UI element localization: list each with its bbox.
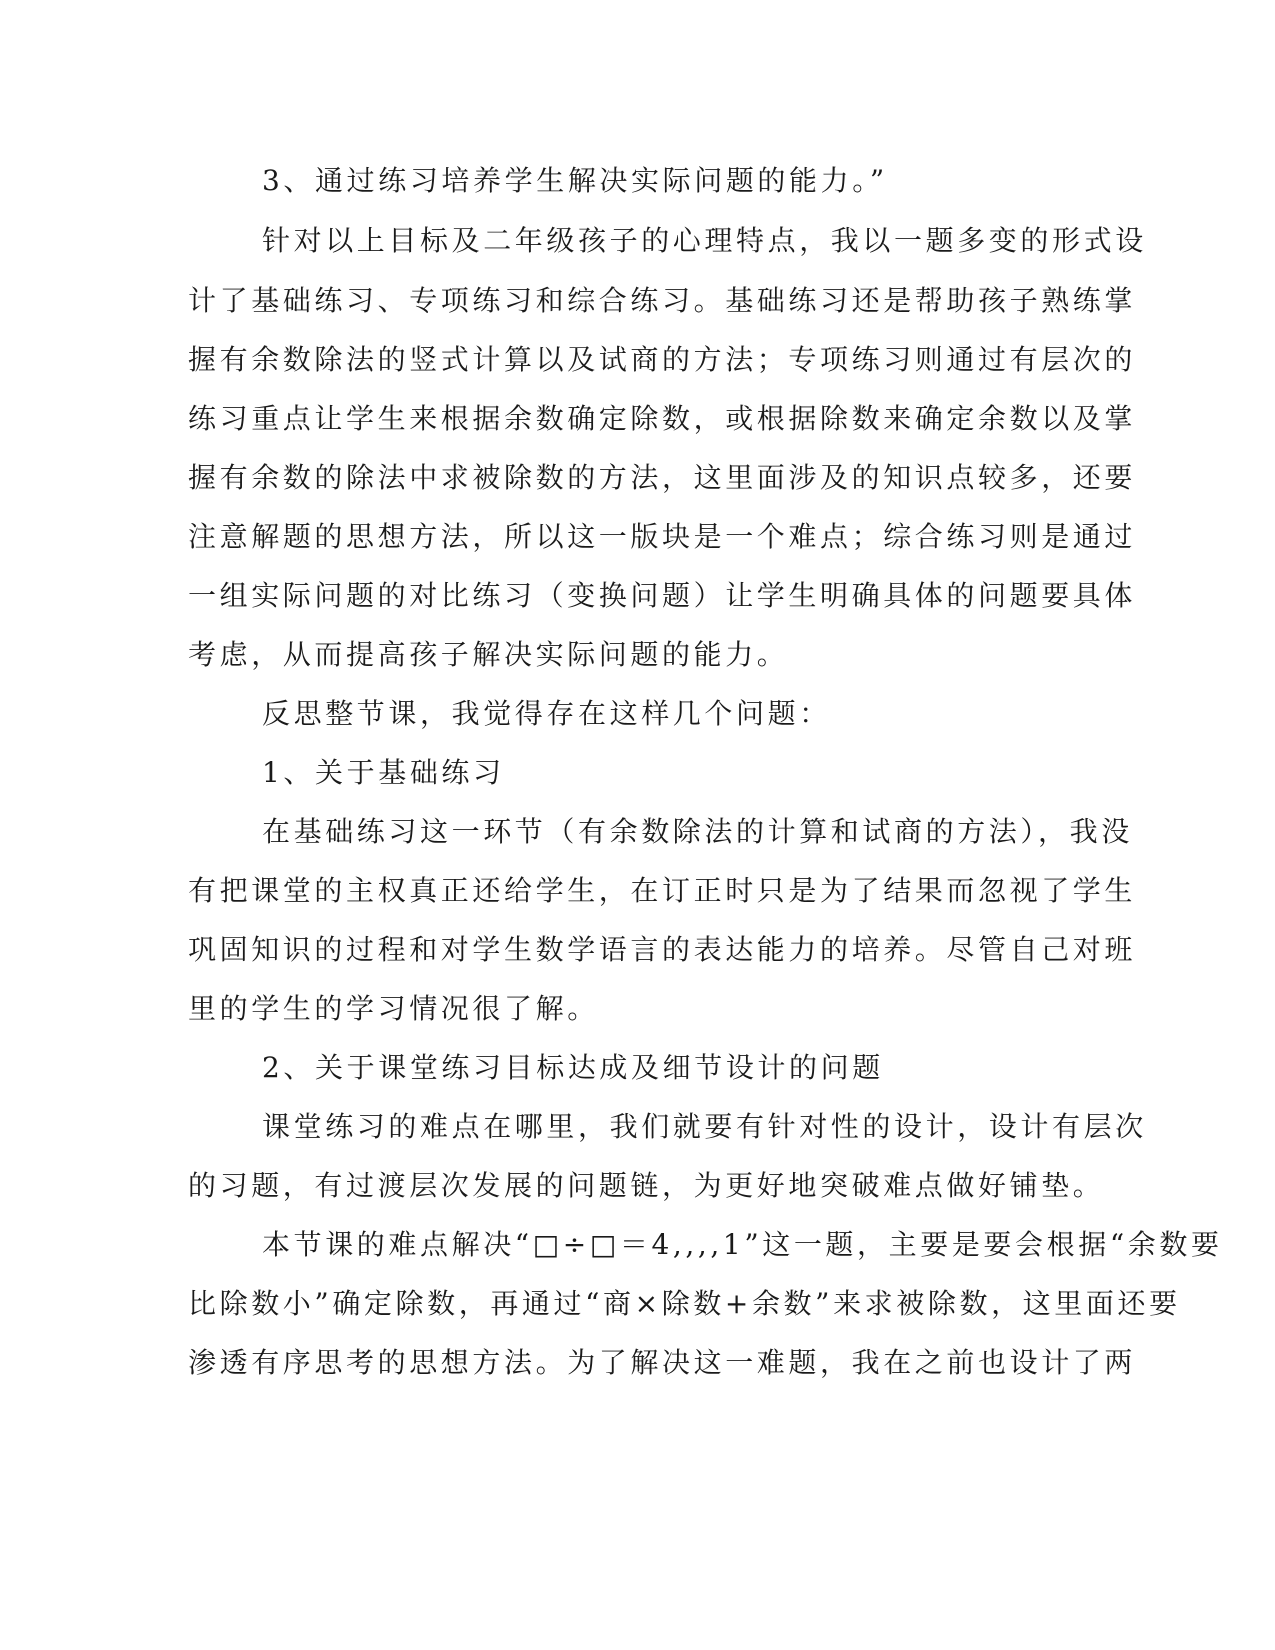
section-heading: 1、关于基础练习 [262,756,505,789]
paragraph-line: 巩固知识的过程和对学生数学语言的表达能力的培养。尽管自己对班 [188,933,1137,966]
paragraph-line: 的习题，有过渡层次发展的问题链，为更好地突破难点做好铺垫。 [188,1169,1105,1202]
paragraph-line: 里的学生的学习情况很了解。 [188,992,599,1025]
paragraph-line: 反思整节课，我觉得存在这样几个问题： [262,697,831,730]
paragraph-line: 渗透有序思考的思想方法。为了解决这一难题，我在之前也设计了两 [188,1346,1137,1379]
paragraph-line: 有把课堂的主权真正还给学生，在订正时只是为了结果而忽视了学生 [188,874,1137,907]
paragraph-line: 握有余数的除法中求被除数的方法，这里面涉及的知识点较多，还要 [188,461,1137,494]
paragraph-line: 本节课的难点解决“□÷□＝4,,,,1”这一题，主要是要会根据“余数要 [262,1228,1223,1261]
paragraph-line: 注意解题的思想方法，所以这一版块是一个难点；综合练习则是通过 [188,520,1137,553]
paragraph-line: 计了基础练习、专项练习和综合练习。基础练习还是帮助孩子熟练掌 [188,284,1137,317]
paragraph-line: 比除数小”确定除数，再通过“商×除数+余数”来求被除数，这里面还要 [188,1287,1181,1320]
paragraph-line: 3、通过练习培养学生解决实际问题的能力。” [262,164,888,197]
paragraph-line: 课堂练习的难点在哪里，我们就要有针对性的设计，设计有层次 [262,1110,1147,1143]
paragraph-line: 考虑，从而提高孩子解决实际问题的能力。 [188,638,789,671]
paragraph-line: 针对以上目标及二年级孩子的心理特点，我以一题多变的形式设 [262,224,1147,257]
paragraph-line: 在基础练习这一环节（有余数除法的计算和试商的方法），我没 [262,815,1133,848]
paragraph-line: 练习重点让学生来根据余数确定除数，或根据除数来确定余数以及掌 [188,402,1137,435]
section-heading: 2、关于课堂练习目标达成及细节设计的问题 [262,1051,884,1084]
paragraph-line: 握有余数除法的竖式计算以及试商的方法；专项练习则通过有层次的 [188,343,1137,376]
paragraph-line: 一组实际问题的对比练习（变换问题）让学生明确具体的问题要具体 [188,579,1137,612]
